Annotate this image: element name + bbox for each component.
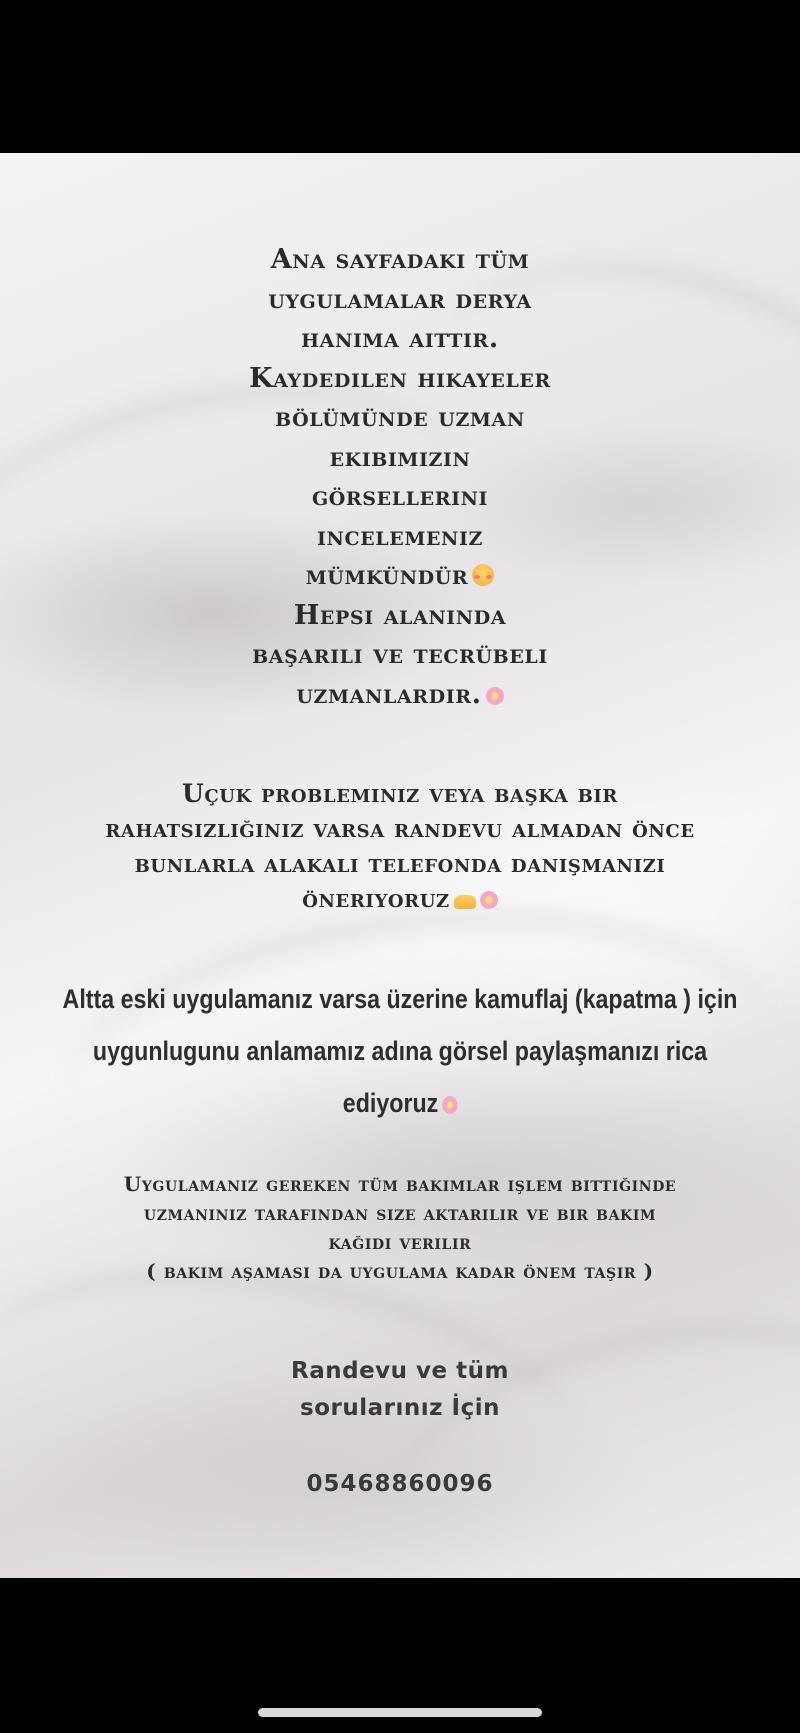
text-line: Kaydedilen hikayeler [249,362,551,394]
contact-heading [0,1353,800,1427]
text-line: Randevu ve tüm [291,1358,509,1384]
text-line: Hepsi alanında [293,599,507,631]
praying-hands-icon [454,895,476,909]
text-line: incelemeniz [317,520,483,552]
text-line: Ana sayfadaki tüm [270,244,530,275]
text-line: ( bakım aşaması da uygulama kadar önem taşır ) [146,1259,654,1283]
phone-number[interactable]: 05468860096 [306,1471,494,1497]
text-line: ediyoruz [342,1088,439,1118]
intro-paragraph [0,240,800,714]
text-line-with-emoji [0,556,800,596]
text-line: uzmanınız tarafından size aktarılır ve bir bakım [143,1201,657,1225]
text-line: bölümünde uzman [275,402,525,433]
text-line: kağıdı verilir [328,1230,472,1254]
text-line: sorularınız İçin [300,1395,500,1421]
text-line: uygunlugunu anlamamız adına görsel paylaşmanızı rica [92,1036,708,1066]
pink-flower-icon [480,891,498,909]
text-line: hanıma aittir. [301,323,499,354]
text-line-with-emoji [0,881,800,916]
smiling-face-with-hearts-icon [472,564,494,586]
cold-sore-paragraph [0,776,800,916]
text-line: başarılı ve tecrübeli [252,639,548,670]
camouflage-paragraph [56,973,744,1129]
text-line: ekibimizin [329,441,471,473]
text-line: öneriyoruz [302,884,450,913]
home-indicator[interactable] [258,1708,542,1717]
text-line: bunlarla alakalı telefonda danışmanızı [134,849,666,878]
text-line-with-emoji [56,1077,744,1129]
pink-flower-icon [486,687,504,705]
story-card[interactable] [0,153,800,1578]
text-line: rahatsızlığınız varsa randevu almadan önce [105,814,695,843]
text-line: mümkündür [305,560,469,591]
aftercare-paragraph [0,1170,800,1286]
text-line: uzmanlardır. [296,678,482,710]
text-line-with-emoji [0,675,800,715]
pink-flower-icon [442,1096,457,1114]
text-line: Uçuk probleminiz veya başka bir [181,779,618,808]
text-line: Altta eski uygulamanız varsa üzerine kamuflaj (kapatma ) için [62,984,738,1014]
text-line: uygulamalar derya [268,283,532,315]
text-line: Uygulamanız gereken tüm bakımlar işlem bittiğinde [123,1172,677,1196]
text-line: görsellerini [311,481,489,512]
